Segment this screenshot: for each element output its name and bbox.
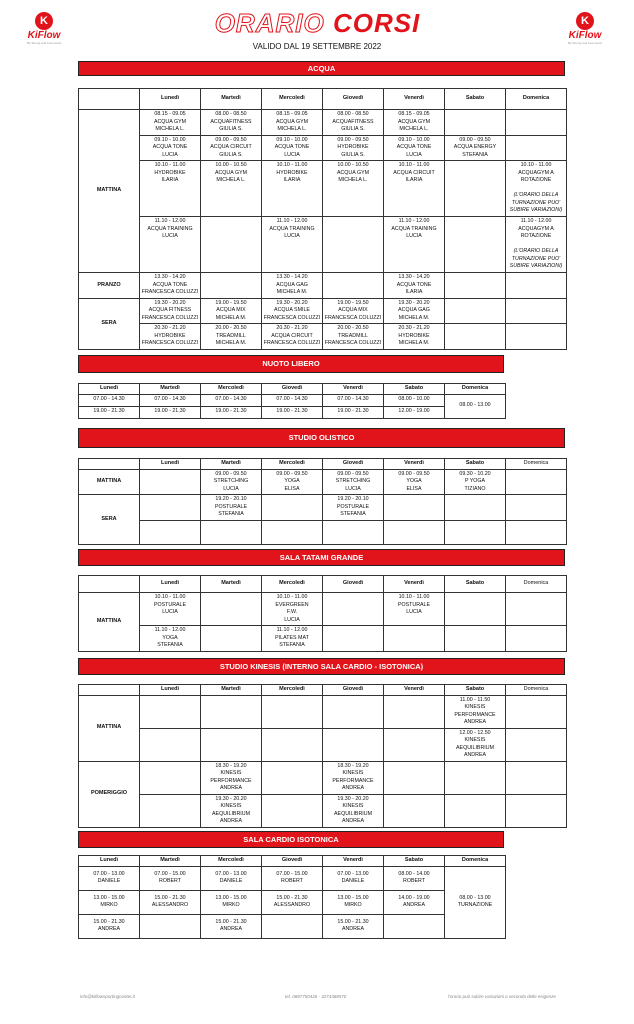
schedule-cell [201,217,262,273]
schedule-cell: 13.30 - 14.20 ACQUA TONE ILARIA [384,273,445,299]
schedule-cell: 19.00 - 21.30 [262,406,323,418]
schedule-cell [445,626,506,652]
schedule-cell [323,593,384,626]
schedule-cell: 07.00 - 13.00 DANIELE [79,866,140,890]
day-header: Lunedì [140,576,201,593]
schedule-cell: 13.30 - 14.20 ACQUA TONE FRANCESCA COLUZZI [140,273,201,299]
schedule-cell [323,520,384,544]
day-header: Venerdì [384,459,445,470]
schedule-cell [445,593,506,626]
day-header: Sabato [384,384,445,395]
schedule-cell: 08.15 - 09.05 ACQUA GYM MICHELA L. [140,110,201,136]
schedule-cell: 10.00 - 10.50 ACQUA GYM MICHELA L. [201,161,262,217]
day-header: Venerdì [323,384,384,395]
schedule-cell [506,110,567,136]
schedule-cell [506,469,567,495]
schedule-cell [506,626,567,652]
schedule-cell: 07.00 - 14.30 [140,394,201,406]
schedule-cell: 15.00 - 21.30 ALESSANDRO [140,890,201,914]
header-corner [79,685,140,696]
schedule-cell [140,761,201,794]
valid-from: VALIDO DAL 19 SETTEMBRE 2022 [252,42,382,51]
schedule-cell: 19.30 - 20.20 ACQUA SMILE FRANCESCA COLUZZI [262,298,323,324]
schedule-cell [445,495,506,521]
schedule-cell: 19.30 - 20.20 ACQUA FITNESS FRANCESCA COLUZZI [140,298,201,324]
schedule-cell [445,273,506,299]
footer-disclaimer: l'orario può subire variazioni a seconda delle esigenze [448,994,556,999]
schedule-cell: 11.10 - 12.00 PILATES MAT STEFANIA [262,626,323,652]
schedule-cell: 09.10 - 10.00 ACQUA TONE LUCIA [384,135,445,161]
day-header: Mercoledì [262,459,323,470]
schedule-cell: 09.00 - 09.50 ACQUA ENERGY STEFANIA [445,135,506,161]
schedule-cell [506,761,567,794]
day-header: Martedì [201,89,262,110]
day-header: Venerdì [323,856,384,867]
day-header: Giovedì [323,685,384,696]
schedule-cell [445,761,506,794]
schedule-cell [201,520,262,544]
day-header: Giovedì [262,856,323,867]
schedule-cell [506,135,567,161]
schedule-cell [384,794,445,827]
day-header: Mercoledì [262,576,323,593]
schedule-cell: 07.00 - 14.30 [323,394,384,406]
day-header: Sabato [384,856,445,867]
schedule-cell [384,761,445,794]
schedule-cell [201,593,262,626]
schedule-cell: 07.00 - 15.00 ROBERT [262,866,323,890]
schedule-cell [445,110,506,136]
schedule-cell: 08.00 - 13.00 TURNAZIONE [445,866,506,938]
nuoto-table [78,383,506,419]
schedule-cell: 07.00 - 13.00 DANIELE [201,866,262,890]
cell-main: 10.10 - 11.00 ACQUAGYM A ROTAZIONE [518,162,554,183]
schedule-cell [201,728,262,761]
schedule-cell: 12.00 - 12.50 KINESIS AEQUILIBRIUM ANDREA [445,728,506,761]
day-header: Martedì [140,384,201,395]
day-header: Martedì [140,856,201,867]
schedule-cell [262,794,323,827]
schedule-cell [140,695,201,728]
schedule-cell [323,273,384,299]
day-header: Venerdì [384,685,445,696]
schedule-cell: 15.00 - 21.30 ANDREA [323,914,384,938]
schedule-cell [140,728,201,761]
schedule-cell: 19.00 - 21.30 [323,406,384,418]
section-banner-tatami: SALA TATAMI GRANDE [78,549,565,566]
schedule-cell [384,695,445,728]
day-header: Domenica [506,685,567,696]
schedule-cell [201,695,262,728]
schedule-cell [506,161,567,217]
schedule-cell [384,626,445,652]
schedule-cell: 19.00 - 21.30 [201,406,262,418]
schedule-cell [140,469,201,495]
cardio-table [78,855,506,939]
schedule-cell: 09.00 - 09.50 YOGA ELISA [262,469,323,495]
logo-left [14,12,74,45]
header-corner [79,89,140,110]
schedule-cell: 19.00 - 21.30 [79,406,140,418]
schedule-cell [506,520,567,544]
schedule-cell: 19.20 - 20.10 POSTURALE STEFANIA [323,495,384,521]
schedule-cell: 20.30 - 21.20 HYDROBIKE FRANCESCA COLUZZI [140,324,201,350]
schedule-cell: 09.00 - 09.50 HYDROBIKE GIULIA S. [323,135,384,161]
schedule-cell [262,495,323,521]
schedule-cell [506,593,567,626]
slot-label: SERA [79,495,140,545]
schedule-cell: 08.15 - 09.05 ACQUA GYM MICHELA L. [262,110,323,136]
schedule-cell [506,273,567,299]
title-part-2: CORSI [332,8,421,38]
day-header: Venerdì [384,576,445,593]
section-banner-kinesis: STUDIO KINESIS (INTERNO SALA CARDIO - ISOTONICA) [78,658,565,675]
schedule-cell: 07.00 - 14.30 [79,394,140,406]
schedule-cell: 15.00 - 21.30 ANDREA [201,914,262,938]
schedule-cell: 10.10 - 11.00 HYDROBIKE ILARIA [262,161,323,217]
schedule-cell: 09.00 - 09.50 STRETCHING LUCIA [201,469,262,495]
day-header: Giovedì [323,459,384,470]
schedule-cell: 10.00 - 10.50 ACQUA GYM MICHELA L. [323,161,384,217]
schedule-cell: 20.00 - 20.50 TREADMILL FRANCESCA COLUZZI [323,324,384,350]
day-header: Lunedì [79,384,140,395]
schedule-cell: 09.00 - 09.50 ACQUA CIRCUIT GIULIA S. [201,135,262,161]
schedule-cell [506,728,567,761]
day-header: Lunedì [140,89,201,110]
schedule-cell [384,914,445,938]
schedule-cell [323,217,384,273]
logo-right [555,12,615,45]
day-header: Domenica [506,459,567,470]
schedule-cell: 08.00 - 08.50 ACQUAFITNESS GIULIA S. [201,110,262,136]
schedule-cell: 20.30 - 21.20 ACQUA CIRCUIT FRANCESCA COLUZZI [262,324,323,350]
schedule-cell [140,495,201,521]
schedule-cell: 19.20 - 20.10 POSTURALE STEFANIA [201,495,262,521]
schedule-cell [140,520,201,544]
schedule-cell [201,626,262,652]
day-header: Sabato [445,459,506,470]
schedule-cell: 19.00 - 19.50 ACQUA MIX FRANCESCA COLUZZI [323,298,384,324]
section-banner-cardio: SALA CARDIO ISOTONICA [78,831,504,848]
schedule-cell: 15.00 - 21.30 ANDREA [79,914,140,938]
schedule-cell: 11.10 - 12.00 ACQUA TRAINING LUCIA [384,217,445,273]
day-header: Giovedì [323,576,384,593]
schedule-cell: 11.10 - 12.00 YOGA STEFANIA [140,626,201,652]
kinesis-table [78,684,567,828]
schedule-cell [506,695,567,728]
schedule-cell [323,695,384,728]
schedule-cell: 19.00 - 19.50 ACQUA MIX MICHELA M. [201,298,262,324]
day-header: Lunedì [79,856,140,867]
schedule-cell [323,626,384,652]
day-header: Sabato [445,89,506,110]
slot-label: MATTINA [79,110,140,273]
schedule-cell: 10.10 - 11.00 POSTURALE LUCIA [384,593,445,626]
header-corner [79,459,140,470]
schedule-cell [384,728,445,761]
schedule-cell: 10.10 - 11.00 POSTURALE LUCIA [140,593,201,626]
schedule-cell: 19.30 - 20.20 KINESIS AEQUILIBRIUM ANDREA [201,794,262,827]
schedule-cell [323,728,384,761]
schedule-cell [445,298,506,324]
schedule-cell [445,217,506,273]
schedule-cell [445,520,506,544]
cell-main: 11.10 - 12.00 ACQUAGYM A ROTAZIONE [518,218,554,239]
tatami-table [78,575,567,652]
schedule-cell [262,914,323,938]
schedule-cell [445,161,506,217]
day-header: Martedì [201,459,262,470]
rotation-note: (L'ORARIO DELLA TURNAZIONE PUO' SUBIRE VARIAZIONI) [509,248,563,269]
footer-phone: tel. 0687750426 - 3274368570 [285,994,347,999]
day-header: Martedì [201,685,262,696]
slot-label: POMERIGGIO [79,761,140,827]
schedule-cell [506,217,567,273]
day-header: Domenica [445,856,506,867]
day-header: Sabato [445,685,506,696]
schedule-cell [506,495,567,521]
schedule-cell [445,324,506,350]
schedule-cell: 09.10 - 10.00 ACQUA TONE LUCIA [262,135,323,161]
slot-label: MATTINA [79,695,140,761]
day-header: Domenica [506,89,567,110]
schedule-cell: 10.10 - 11.00 EVERGREEN F.W. LUCIA [262,593,323,626]
section-banner-nuoto: NUOTO LIBERO [78,355,504,373]
logo-tagline: Be Strong and Feel Good [567,41,603,45]
day-header: Mercoledì [262,685,323,696]
schedule-cell [262,728,323,761]
schedule-cell: 07.00 - 13.00 DANIELE [323,866,384,890]
slot-label: SERA [79,298,140,349]
kiflow-logo-icon: K [576,12,594,30]
schedule-cell: 13.00 - 15.00 MIRKO [323,890,384,914]
schedule-cell: 13.30 - 14.20 ACQUA GAG MICHELA M. [262,273,323,299]
rotation-note: (L'ORARIO DELLA TURNAZIONE PUO' SUBIRE VARIAZIONI) [509,192,563,213]
schedule-cell: 09.00 - 09.50 STRETCHING LUCIA [323,469,384,495]
day-header: Sabato [445,576,506,593]
schedule-cell: 08.00 - 14.00 ROBERT [384,866,445,890]
slot-label: MATTINA [79,593,140,652]
schedule-cell: 10.10 - 11.00 ACQUA CIRCUIT ILARIA [384,161,445,217]
kiflow-logo-icon: K [35,12,53,30]
schedule-cell: 18.30 - 19.20 KINESIS PERFORMANCE ANDREA [201,761,262,794]
day-header: Mercoledì [262,89,323,110]
schedule-cell [262,520,323,544]
logo-tagline: Be Strong and Feel Good [26,41,62,45]
header-corner [79,576,140,593]
schedule-cell: 14.00 - 19.00 ANDREA [384,890,445,914]
day-header: Venerdì [384,89,445,110]
schedule-cell: 13.00 - 15.00 MIRKO [79,890,140,914]
schedule-cell: 13.00 - 15.00 MIRKO [201,890,262,914]
schedule-cell [506,794,567,827]
schedule-cell: 09.00 - 09.50 YOGA ELISA [384,469,445,495]
acqua-table [78,88,567,350]
schedule-cell: 08.15 - 09.05 ACQUA GYM MICHELA L. [384,110,445,136]
day-header: Mercoledì [201,856,262,867]
olistico-table [78,458,567,545]
schedule-cell: 09.10 - 10.00 ACQUA TONE LUCIA [140,135,201,161]
day-header: Lunedì [140,685,201,696]
title-part-1: ORARIO [214,8,325,38]
schedule-cell [140,794,201,827]
logo-name: KiFlow [27,30,61,41]
schedule-cell: 07.00 - 15.00 ROBERT [140,866,201,890]
schedule-cell [445,794,506,827]
schedule-cell: 07.00 - 14.30 [262,394,323,406]
day-header: Giovedì [262,384,323,395]
day-header: Martedì [201,576,262,593]
schedule-cell: 08.00 - 10.00 [384,394,445,406]
schedule-cell: 20.30 - 21.20 HYDROBIKE MICHELA M. [384,324,445,350]
schedule-cell [384,495,445,521]
schedule-cell [262,695,323,728]
day-header: Mercoledì [201,384,262,395]
schedule-cell: 07.00 - 14.30 [201,394,262,406]
slot-label: PRANZO [79,273,140,299]
schedule-cell: 08.00 - 13.00 [445,394,506,418]
schedule-cell: 18.30 - 19.20 KINESIS PERFORMANCE ANDREA [323,761,384,794]
schedule-cell: 12.00 - 19.00 [384,406,445,418]
slot-label: MATTINA [79,469,140,495]
day-header: Domenica [506,576,567,593]
footer-email: info@kiflowsportingcenter.it [80,994,135,999]
schedule-cell [384,520,445,544]
section-banner-olistico: STUDIO OLISTICO [78,428,565,448]
schedule-cell: 09.30 - 10.20 P YOGA TIZIANO [445,469,506,495]
schedule-cell: 11.00 - 11.50 KINESIS PERFORMANCE ANDREA [445,695,506,728]
schedule-cell: 11.10 - 12.00 ACQUA TRAINING LUCIA [262,217,323,273]
schedule-cell [262,761,323,794]
schedule-cell [201,273,262,299]
schedule-cell: 08.00 - 08.50 ACQUAFITNESS GIULIA S. [323,110,384,136]
schedule-cell: 15.00 - 21.30 ALESSANDRO [262,890,323,914]
schedule-cell [140,914,201,938]
day-header: Giovedì [323,89,384,110]
schedule-cell: 19.30 - 20.20 KINESIS AEQUILIBRIUM ANDREA [323,794,384,827]
schedule-cell: 19.00 - 21.30 [140,406,201,418]
schedule-cell: 10.10 - 11.00 HYDROBIKE ILARIA [140,161,201,217]
schedule-cell: 19.30 - 20.20 ACQUA GAG MICHELA M. [384,298,445,324]
schedule-cell: 20.00 - 20.50 TREADMILL MICHELA M. [201,324,262,350]
schedule-cell [506,324,567,350]
schedule-cell: 11.10 - 12.00 ACQUA TRAINING LUCIA [140,217,201,273]
section-banner-acqua: ACQUA [78,61,565,76]
schedule-cell [506,298,567,324]
logo-name: KiFlow [568,30,602,41]
day-header: Domenica [445,384,506,395]
page-title [150,8,485,38]
day-header: Lunedì [140,459,201,470]
